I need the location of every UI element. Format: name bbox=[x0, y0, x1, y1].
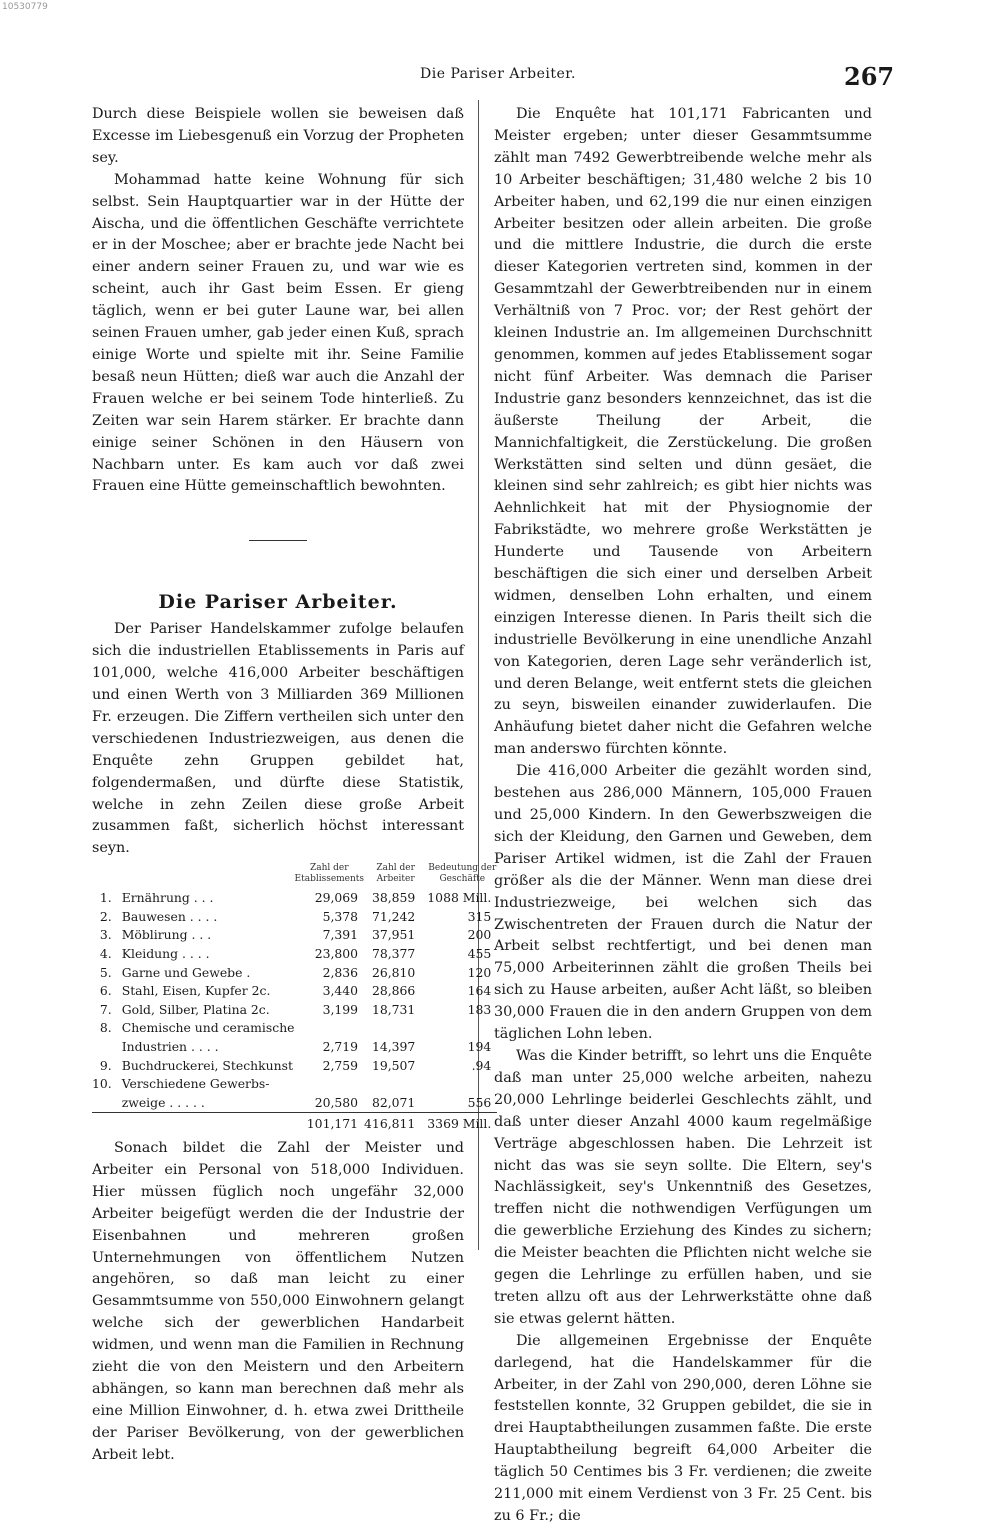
paragraph: Durch diese Beispiele wollen sie beweisen daß Excesse im Liebesgenuß ein Vorzug der Propheten sey. bbox=[92, 106, 464, 166]
establishments-cell bbox=[295, 1075, 365, 1094]
row-label: Kleidung . . . . bbox=[121, 946, 210, 962]
table-row bbox=[92, 1038, 497, 1057]
row-number: 6. bbox=[99, 983, 112, 999]
row-number: 7. bbox=[99, 1001, 112, 1017]
paragraph: Mohammad hatte keine Wohnung für sich selbst. Sein Hauptquartier war in der Hütte der Aischa, und die öffentlichen Geschäfte verrichtete er in der Moschee; aber er brachte jede Nacht bei einer andern seiner Frauen zu, und war wie es scheint, auch ihr Gast beim Essen. Er gieng täglich, wenn er bei guter Laune war, bei allen seinen Frauen umher, gab jeder einen Kuß, sprach einige Worte und spielte mit ihr. Seine Familie besaß neun Hütten; dieß war auch die Anzahl der Frauen welche er bei seinem Tode hinterließ. Zu Zeiten war sein Harem stärker. Er brachte dann einige seiner Schönen in den Häusern von Nachbarn unter. Es kam auch vor daß zwei Frauen eine Hütte gemeinschaftlich bewohnten. bbox=[92, 171, 464, 495]
column-header-value: Bedeutung der Geschäfte bbox=[428, 863, 497, 885]
table-row bbox=[92, 926, 497, 945]
table-row bbox=[92, 1057, 497, 1076]
workers-cell bbox=[364, 1075, 427, 1094]
row-number: 5. bbox=[99, 964, 112, 980]
row-label: Stahl, Eisen, Kupfer 2c. bbox=[121, 983, 271, 999]
table-row bbox=[92, 1094, 497, 1113]
row-label: Bauwesen . . . . bbox=[121, 908, 218, 924]
row-label: Garne und Gewebe . bbox=[121, 964, 251, 980]
paragraph: Die allgemeinen Ergebnisse der Enquête darlegend, hat die Handelskammer für die Arbeiter, in der Zahl von 290,000, deren Löhne sie feststellen konnte, 32 Gruppen gebildet, die sie in drei Hauptabtheilungen zusammen faßte. Die erste Hauptabtheilung begreift 64,000 Arbeiter die täglich 50 Centimes bis 3 Fr. verdienen; die zweite 211,000 mit einem Verdienst von 3 Fr. 25 Cent. bis zu 6 Fr.; die bbox=[494, 1332, 872, 1524]
total-establishments: 101,171 bbox=[295, 1113, 365, 1134]
total-value: 3369 Mill. bbox=[427, 1113, 497, 1134]
row-number: 8. bbox=[99, 1020, 112, 1036]
value-cell bbox=[427, 1075, 497, 1094]
row-label: Buchdruckerei, Stechkunst bbox=[121, 1057, 293, 1073]
row-number bbox=[92, 1038, 118, 1057]
page-number: 267 bbox=[844, 62, 895, 91]
section-divider bbox=[249, 540, 307, 541]
workers-cell: 37,951 bbox=[371, 927, 416, 943]
row-label: Gold, Silber, Platina 2c. bbox=[121, 1001, 270, 1017]
value-cell: 200 bbox=[467, 927, 492, 943]
row-number: 9. bbox=[99, 1057, 112, 1073]
value-cell: 455 bbox=[467, 946, 492, 962]
page-identifier: 10530779 bbox=[2, 2, 48, 12]
right-column bbox=[494, 104, 872, 1528]
establishments-cell: 3,199 bbox=[322, 1001, 359, 1017]
table-row bbox=[92, 889, 497, 908]
value-cell: 556 bbox=[467, 1094, 492, 1110]
row-number: 3. bbox=[99, 927, 112, 943]
value-cell: .94 bbox=[471, 1057, 492, 1073]
workers-cell bbox=[364, 1019, 427, 1038]
establishments-cell bbox=[295, 1019, 365, 1038]
running-title: Die Pariser Arbeiter. bbox=[420, 66, 576, 82]
value-cell: 164 bbox=[467, 983, 492, 999]
section-title: Die Pariser Arbeiter. bbox=[158, 591, 398, 614]
table-row bbox=[92, 908, 497, 927]
workers-cell: 18,731 bbox=[371, 1001, 416, 1017]
value-cell bbox=[427, 1019, 497, 1038]
row-number: 10. bbox=[92, 1076, 112, 1092]
table-row bbox=[92, 964, 497, 983]
row-number bbox=[92, 1094, 118, 1113]
column-header-establishments: Zahl der Etablissements bbox=[294, 863, 365, 885]
paragraph: Die Enquête hat 101,171 Fabricanten und Meister ergeben; unter dieser Gesammtsumme zählt man 7492 Gewerbtreibende welche mehr als 10 Arbeiter beschäftigen; 31,480 welche 2 bis 10 Arbeiter haben, und 62,199 die nur einen einzigen Arbeiter besitzen oder allein arbeiten. Die große und die mittlere Industrie, die durch die erste dieser Kategorien vertreten sind, kommen in der Gesammtzahl der Gewerbtreibenden nur in einem Verhältniß von 7 Proc. vor; der Rest gehört der kleinen Industrie an. Im allgemeinen Durchschnitt genommen, kommen auf jedes Etablissement sogar nicht fünf Arbeiter. Was demnach die Pariser Industrie ganz besonders kennzeichnet, das ist die äußerste Theilung der Arbeit, die Mannichfaltigkeit, die Zerstückelung. Die großen Werkstätten sind selten und dünn gesäet, die kleinen sind sehr zahlreich; es gibt hier nichts was Aehnlichkeit hat mit der Physiognomie der Fabrikstädte, wo mehrere große Werkstätten je Hunderte und Tausende von Arbeitern beschäftigen die sich einer und derselben Arbeit widmen, denselben Lohn erhalten, und einem einzigen Interesse dienen. In Paris theilt sich die industrielle Bevölkerung in eine unendliche Anzahl von Kategorien, deren Lage sehr veränderlich ist, und deren Belange, weit entfernt stets die gleichen zu seyn, bisweilen einander zuwiderlaufen. Die Anhäufung bietet daher nicht die Gefahren welche man anderswo fürchten könnte. bbox=[494, 106, 872, 758]
establishments-cell: 3,440 bbox=[322, 983, 359, 999]
workers-cell: 19,507 bbox=[371, 1057, 416, 1073]
establishments-cell: 2,719 bbox=[322, 1039, 359, 1055]
running-header bbox=[0, 62, 1000, 91]
establishments-cell: 23,800 bbox=[314, 946, 359, 962]
table-row bbox=[92, 1075, 497, 1094]
paragraph: Was die Kinder betrifft, so lehrt uns die Enquête daß man unter 25,000 welche arbeiten, nahezu 20,000 Lehrlinge beiderlei Geschlechts zählt, und daß unter dieser Anzahl 4000 kaum regelmäßige Verträge abgeschlossen haben. Die Lehrzeit ist nicht das was sie seyn sollte. Die Eltern, sey's Nachlässigkeit, sey's Unkenntniß des Gesetzes, treffen nicht die nothwendigen Verfügungen um die gewerbliche Erziehung des Kindes zu sichern; die Meister beachten die Pflichten nicht welche sie gegen die Lehrlinge zu erfüllen haben, und sie treten allzu oft aus der Lehrwerkstätte ohne daß sie etwas gelernt hätten. bbox=[494, 1047, 872, 1327]
establishments-cell: 2,836 bbox=[322, 964, 359, 980]
establishments-cell: 5,378 bbox=[322, 908, 359, 924]
establishments-cell: 7,391 bbox=[322, 927, 359, 943]
row-label: Ernährung . . . bbox=[121, 890, 214, 906]
workers-cell: 28,866 bbox=[371, 983, 416, 999]
workers-cell: 82,071 bbox=[371, 1094, 416, 1110]
statistics-table bbox=[92, 863, 497, 1134]
workers-cell: 38,859 bbox=[371, 890, 416, 906]
establishments-cell: 29,069 bbox=[314, 890, 359, 906]
left-column bbox=[92, 104, 497, 1467]
table-row bbox=[92, 945, 497, 964]
value-cell: 315 bbox=[467, 908, 492, 924]
value-cell: 183 bbox=[467, 1001, 492, 1017]
workers-cell: 14,397 bbox=[371, 1039, 416, 1055]
paragraph: Der Pariser Handelskammer zufolge belaufen sich die industriellen Etablissements in Paris auf 101,000, welche 416,000 Arbeiter beschäftigen und einen Werth von 3 Milliarden 369 Millionen Fr. erzeugen. Die Ziffern vertheilen sich unter den verschiedenen Industriezweigen, aus denen die Enquête zehn Gruppen gebildet hat, folgendermaßen, und dürfte diese Statistik, welche in zehn Zeilen diese große Arbeit zusammen faßt, sicherlich höchst interessant seyn. bbox=[92, 621, 464, 857]
row-label: Verschiedene Gewerbs- bbox=[121, 1076, 270, 1092]
establishments-cell: 20,580 bbox=[314, 1094, 359, 1110]
row-label: Industrien . . . . bbox=[121, 1039, 219, 1055]
row-label: Chemische und ceramische bbox=[121, 1020, 295, 1036]
table-row bbox=[92, 1019, 497, 1038]
value-cell: 194 bbox=[467, 1039, 492, 1055]
row-number: 4. bbox=[99, 946, 112, 962]
paragraph: Sonach bildet die Zahl der Meister und Arbeiter ein Personal von 518,000 Individuen. Hier müssen füglich noch ungefähr 32,000 Arbeiter beigefügt werden die der Industrie der Eisenbahnen und mehreren großen Unternehmungen von öffentlichem Nutzen angehören, so daß man leicht zu einer Gesammtsumme von 550,000 Einwohnern gelangt welche sich der gewerblichen Handarbeit widmen, und wenn man die Familien in Rechnung zieht die von den Meistern und den Arbeitern abhängen, so kann man berechnen daß mehr als eine Million Einwohner, d. h. etwa zwei Drittheile der Pariser Bevölkerung, von der gewerblichen Arbeit lebt. bbox=[92, 1140, 464, 1463]
row-number: 1. bbox=[99, 890, 112, 906]
value-cell: 120 bbox=[467, 964, 492, 980]
workers-cell: 26,810 bbox=[371, 964, 416, 980]
total-workers: 416,811 bbox=[364, 1113, 427, 1134]
column-header-workers: Zahl der Arbeiter bbox=[376, 863, 415, 885]
value-cell: 1088 Mill. bbox=[427, 890, 492, 906]
row-label: zweige . . . . . bbox=[121, 1094, 205, 1110]
table-row bbox=[92, 1001, 497, 1020]
workers-cell: 78,377 bbox=[371, 946, 416, 962]
row-label: Möblirung . . . bbox=[121, 927, 212, 943]
establishments-cell: 2,759 bbox=[322, 1057, 359, 1073]
table-row bbox=[92, 982, 497, 1001]
workers-cell: 71,242 bbox=[371, 908, 416, 924]
paragraph: Die 416,000 Arbeiter die gezählt worden sind, bestehen aus 286,000 Männern, 105,000 Frauen und 25,000 Kindern. In den Gewerbszweigen die sich der Kleidung, den Garnen und Geweben, dem Pariser Artikel widmen, ist die Zahl der Frauen größer als die der Männer. Wenn man diese drei Industriezweige, bei welchen sich das Zwischentreten der Frauen durch die Natur der Arbeit selbst rechtfertigt, und bei denen man 75,000 Arbeiterinnen zählt die großen Theils bei sich zu Hause arbeiten, außer Acht läßt, so bleiben 30,000 Frauen die in den andern Gruppen von dem täglichen Lohn leben. bbox=[494, 763, 872, 1043]
table-header-row bbox=[92, 863, 497, 889]
table-total-row bbox=[92, 1113, 497, 1134]
row-number: 2. bbox=[99, 908, 112, 924]
